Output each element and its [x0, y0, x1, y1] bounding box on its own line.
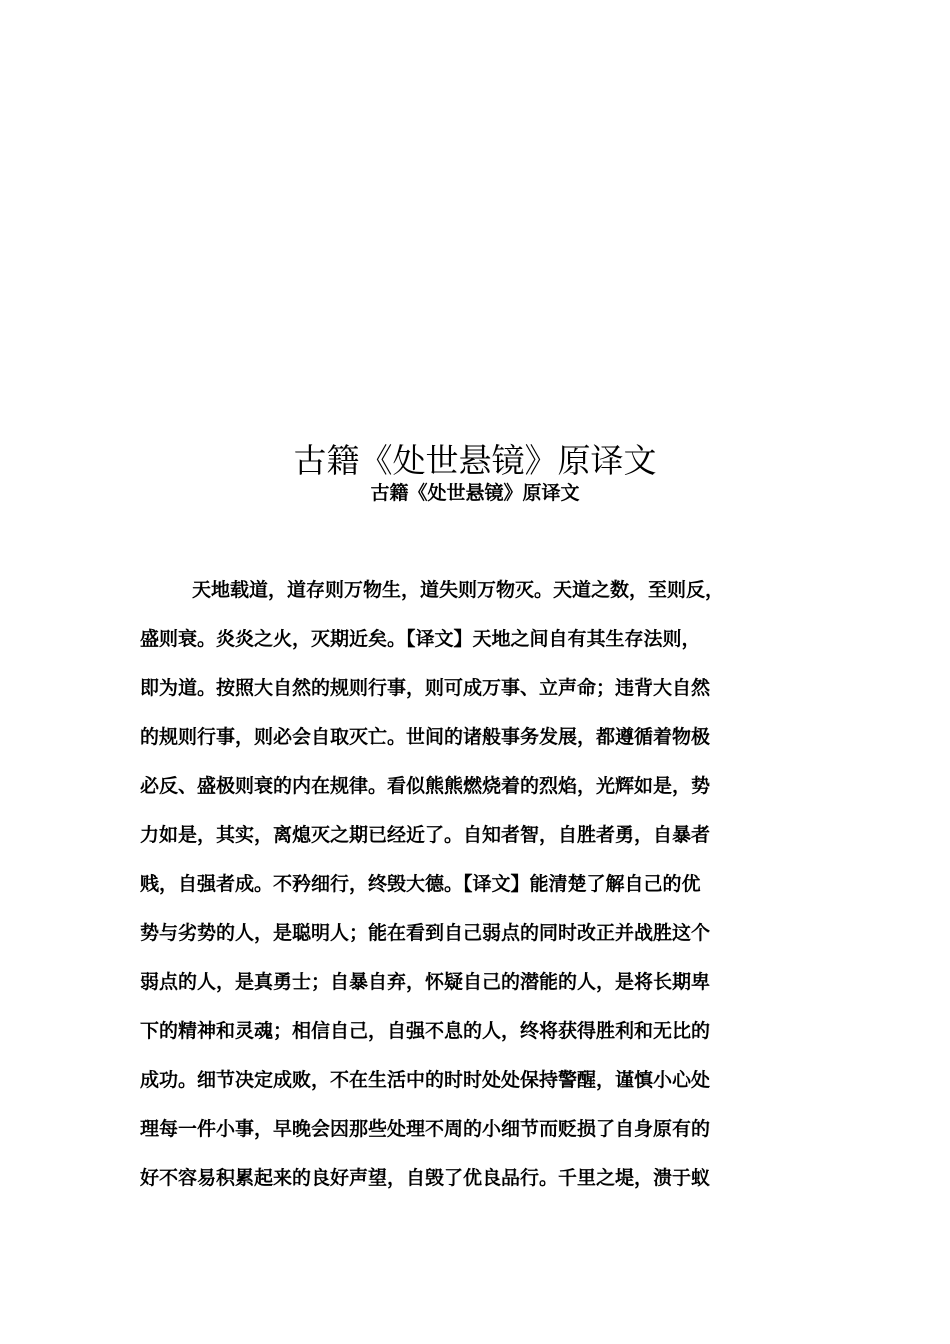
- document-title: 古籍《处世悬镜》原译文: [293, 441, 657, 480]
- body-line: 好不容易积累起来的良好声望，自毁了优良品行。千里之堤，溃于蚁: [140, 1167, 711, 1189]
- body-line: 即为道。按照大自然的规则行事，则可成万事、立声命；违背大自然: [140, 677, 711, 699]
- body-line: 天地载道，道存则万物生，道失则万物灭。天道之数，至则反，: [192, 579, 725, 601]
- document-subtitle: 古籍《处世悬镜》原译文: [370, 482, 580, 504]
- body-line: 的规则行事，则必会自取灭亡。世间的诸般事务发展，都遵循着物极: [140, 726, 711, 748]
- body-line: 力如是，其实，离熄灭之期已经近了。自知者智，自胜者勇，自暴者: [140, 824, 711, 846]
- body-line: 弱点的人，是真勇士；自暴自弃，怀疑自己的潜能的人，是将长期卑: [140, 971, 711, 993]
- body-line: 势与劣势的人，是聪明人；能在看到自己弱点的同时改正并战胜这个: [140, 922, 711, 944]
- body-line: 成功。细节决定成败，不在生活中的时时处处保持警醒，谨慎小心处: [140, 1069, 711, 1091]
- body-line: 贱，自强者成。不矜细行，终毁大德。【译文】能清楚了解自己的优: [140, 873, 701, 895]
- body-line: 下的精神和灵魂；相信自己，自强不息的人，终将获得胜利和无比的: [140, 1020, 711, 1042]
- document-body: [140, 566, 812, 1203]
- body-line: 必反、盛极则衰的内在规律。看似熊熊燃烧着的烈焰，光辉如是，势: [140, 775, 711, 797]
- body-line: 盛则衰。炎炎之火，灭期近矣。【译文】天地之间自有其生存法则，: [140, 628, 701, 650]
- body-line: 理每一件小事，早晚会因那些处理不周的小细节而贬损了自身原有的: [140, 1118, 711, 1140]
